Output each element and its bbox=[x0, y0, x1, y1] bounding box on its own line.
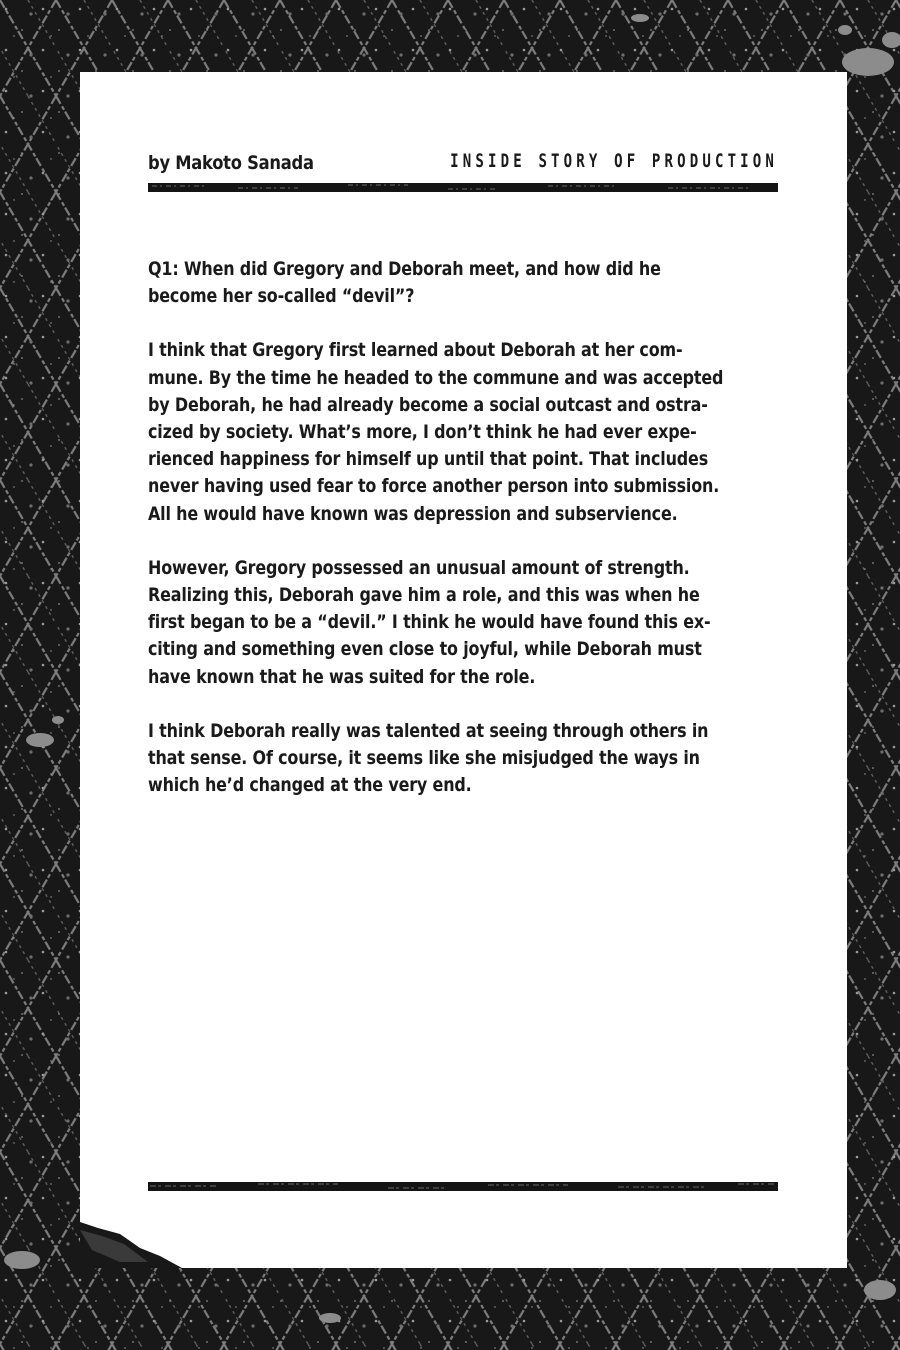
text-line: that sense. Of course, it seems like she misjudged the ways in bbox=[148, 747, 700, 770]
text-line: I think that Gregory first learned about Deborah at her com- bbox=[148, 339, 683, 362]
question-heading bbox=[148, 256, 778, 310]
paper-page bbox=[80, 72, 847, 1268]
text-line: have known that he was suited for the role. bbox=[148, 665, 536, 688]
answer-paragraph bbox=[148, 555, 778, 691]
text-line: rienced happiness for himself up until that point. That includes bbox=[148, 448, 709, 471]
author-byline: by Makoto Sanada bbox=[148, 152, 314, 174]
text-line: However, Gregory possessed an unusual amount of strength. bbox=[148, 556, 690, 579]
header-rule bbox=[148, 183, 778, 192]
answer-paragraph bbox=[148, 337, 778, 527]
text-line: Realizing this, Deborah gave him a role, and this was when he bbox=[148, 584, 700, 607]
rule-texture bbox=[148, 1182, 778, 1191]
text-line: never having used fear to force another person into submission. bbox=[148, 475, 720, 498]
answer-paragraph bbox=[148, 718, 778, 800]
article-body bbox=[148, 256, 778, 826]
text-line: I think Deborah really was talented at seeing through others in bbox=[148, 719, 709, 742]
text-line: which he’d changed at the very end. bbox=[148, 774, 472, 797]
text-line: mune. By the time he headed to the commune and was accepted bbox=[148, 366, 724, 389]
text-line: Q1: When did Gregory and Deborah meet, and how did he bbox=[148, 258, 661, 280]
text-line: All he would have known was depression and subservience. bbox=[148, 502, 678, 525]
rule-texture bbox=[148, 183, 778, 192]
text-line: cized by society. What’s more, I don’t think he had ever expe- bbox=[148, 421, 697, 444]
text-line: citing and something even close to joyful, while Deborah must bbox=[148, 638, 702, 661]
section-title: INSIDE STORY OF PRODUCTION bbox=[450, 150, 778, 172]
footer-rule bbox=[148, 1182, 778, 1191]
text-line: by Deborah, he had already become a social outcast and ostra- bbox=[148, 393, 708, 416]
text-line: first began to be a “devil.” I think he would have found this ex- bbox=[148, 611, 711, 634]
page-header bbox=[148, 150, 778, 180]
text-line: become her so-called “devil”? bbox=[148, 285, 415, 308]
